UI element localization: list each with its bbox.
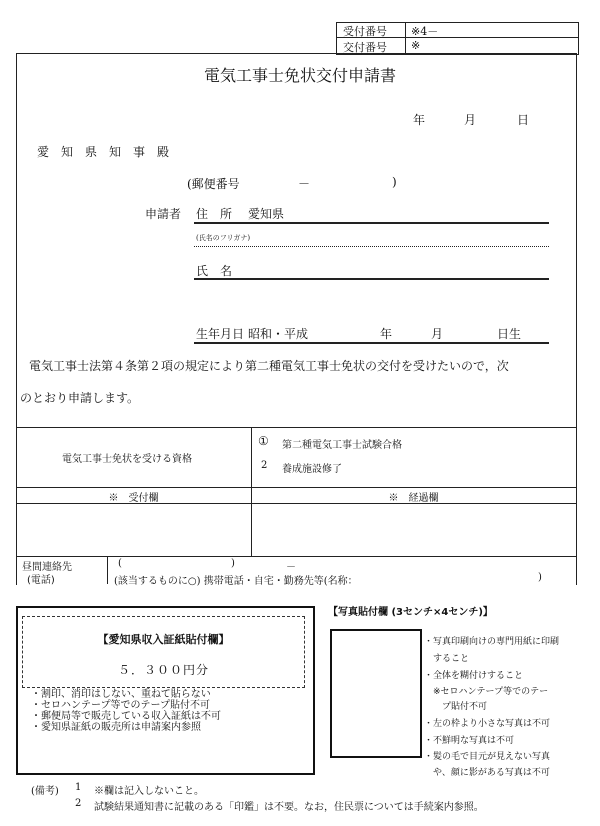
postal-open: (郵便番号: [187, 177, 240, 191]
postal-close: ): [392, 175, 397, 189]
dob-underline: [194, 342, 549, 344]
reception-number-value[interactable]: ※4－: [411, 25, 439, 38]
qualification-opt2: 養成施設修了: [282, 464, 342, 475]
reception-number-label: 受付番号: [343, 25, 387, 38]
dob-day: 日生: [497, 327, 522, 341]
reception-col-divider: [405, 22, 406, 54]
contact-paren-open: (: [118, 558, 122, 569]
photo-note-5: プ貼付不可: [424, 702, 488, 712]
stamp-note-4: ・愛知県証紙の販売所は申請案内参照: [31, 722, 201, 733]
furigana-label: (氏名のフリガナ): [196, 234, 251, 242]
addressee: 愛 知 県 知 事 殿: [37, 145, 170, 159]
dob-year: 年: [380, 327, 393, 341]
photo-frame[interactable]: [330, 629, 422, 758]
qualification-opt1: 第二種電気工事士試験合格: [282, 440, 402, 451]
photo-note-2: すること: [424, 654, 470, 664]
reception-column-area[interactable]: [17, 504, 250, 555]
qualification-opt2-num[interactable]: 2: [261, 460, 268, 471]
reception-column-header: ※ 受付欄: [108, 493, 159, 504]
photo-note-8: ・髪の毛で目元が見えない写真: [424, 752, 551, 762]
remarks-label: (備考): [31, 786, 59, 797]
contact-divider: [107, 556, 108, 584]
photo-note-7: ・不鮮明な写真は不可: [424, 736, 515, 746]
stamp-amount: ５．３００円分: [117, 663, 209, 677]
name-underline: [194, 278, 549, 280]
dob-month: 月: [431, 327, 444, 341]
qualification-label: 電気工事士免状を受ける資格: [62, 454, 192, 465]
remarks-item1-num: 1: [75, 782, 82, 793]
statement-line1: 電気工事士法第４条第２項の規定により第二種電気工事士免状の交付を受けたいので，次: [29, 359, 509, 373]
contact-paren-close: ): [231, 558, 235, 569]
photo-note-9: や、顔に影がある写真は不可: [424, 768, 550, 778]
qualification-top-line: [16, 427, 576, 428]
progress-column-header: ※ 経過欄: [388, 493, 439, 504]
address-label: 住 所: [196, 207, 233, 221]
name-label: 氏 名: [196, 264, 233, 278]
postal-dash[interactable]: －: [298, 177, 311, 191]
date-day: 日: [517, 113, 530, 127]
contact-label-2: (電話): [27, 575, 55, 586]
contact-label-1: 昼間連絡先: [22, 562, 72, 573]
contact-note-close: ): [538, 572, 542, 583]
columns-header-top-line: [16, 487, 576, 488]
issue-number-value[interactable]: ※: [411, 39, 421, 52]
remarks-item2: 試験結果通知書に記載のある「印鑑」は不要。なお，住民票については手続案内参照。: [94, 802, 484, 813]
photo-note-3: ・全体を糊付けすること: [424, 671, 524, 681]
address-underline: [194, 222, 549, 224]
progress-column-area[interactable]: [252, 504, 575, 555]
stamp-note-1: ・割印、消印はしない、重ねて貼らない: [31, 689, 211, 700]
dob-era[interactable]: 昭和・平成: [248, 327, 309, 341]
date-year: 年: [413, 113, 426, 127]
address-value[interactable]: 愛知県: [248, 207, 285, 221]
remarks-item2-num: 2: [75, 798, 82, 809]
applicant-label: 申請者: [145, 207, 182, 221]
contact-note: (該当するものに○) 携帯電話・自宅・勤務先等(名称：: [114, 576, 358, 587]
photo-title: 【写真貼付欄 (3センチ×4センチ)】: [328, 607, 493, 618]
issue-number-label: 交付番号: [343, 41, 387, 54]
contact-dash[interactable]: －: [286, 562, 296, 573]
stamp-title: 【愛知県収入証紙貼付欄】: [97, 633, 230, 646]
date-month: 月: [464, 113, 477, 127]
photo-note-1: ・写真印刷向けの専門用紙に印刷: [424, 637, 560, 647]
remarks-item1: ※欄は記入しないこと。: [94, 786, 204, 797]
qualification-opt1-num[interactable]: ①: [258, 434, 269, 448]
dob-label: 生年月日: [196, 327, 245, 341]
photo-note-4: ※セロハンテープ等でのテー: [424, 687, 549, 697]
furigana-dotted-line: [194, 246, 549, 247]
form-title: 電気工事士免状交付申請書: [203, 66, 396, 85]
statement-line2: のとおり申請します。: [20, 391, 140, 405]
contact-top-line: [16, 556, 576, 557]
stamp-note-3: ・郵便局等で販売している収入証紙は不可: [31, 711, 221, 722]
photo-note-6: ・左の枠より小さな写真は不可: [424, 719, 551, 729]
stamp-note-2: ・セロハンテープ等でのテープ貼付不可: [31, 700, 210, 711]
